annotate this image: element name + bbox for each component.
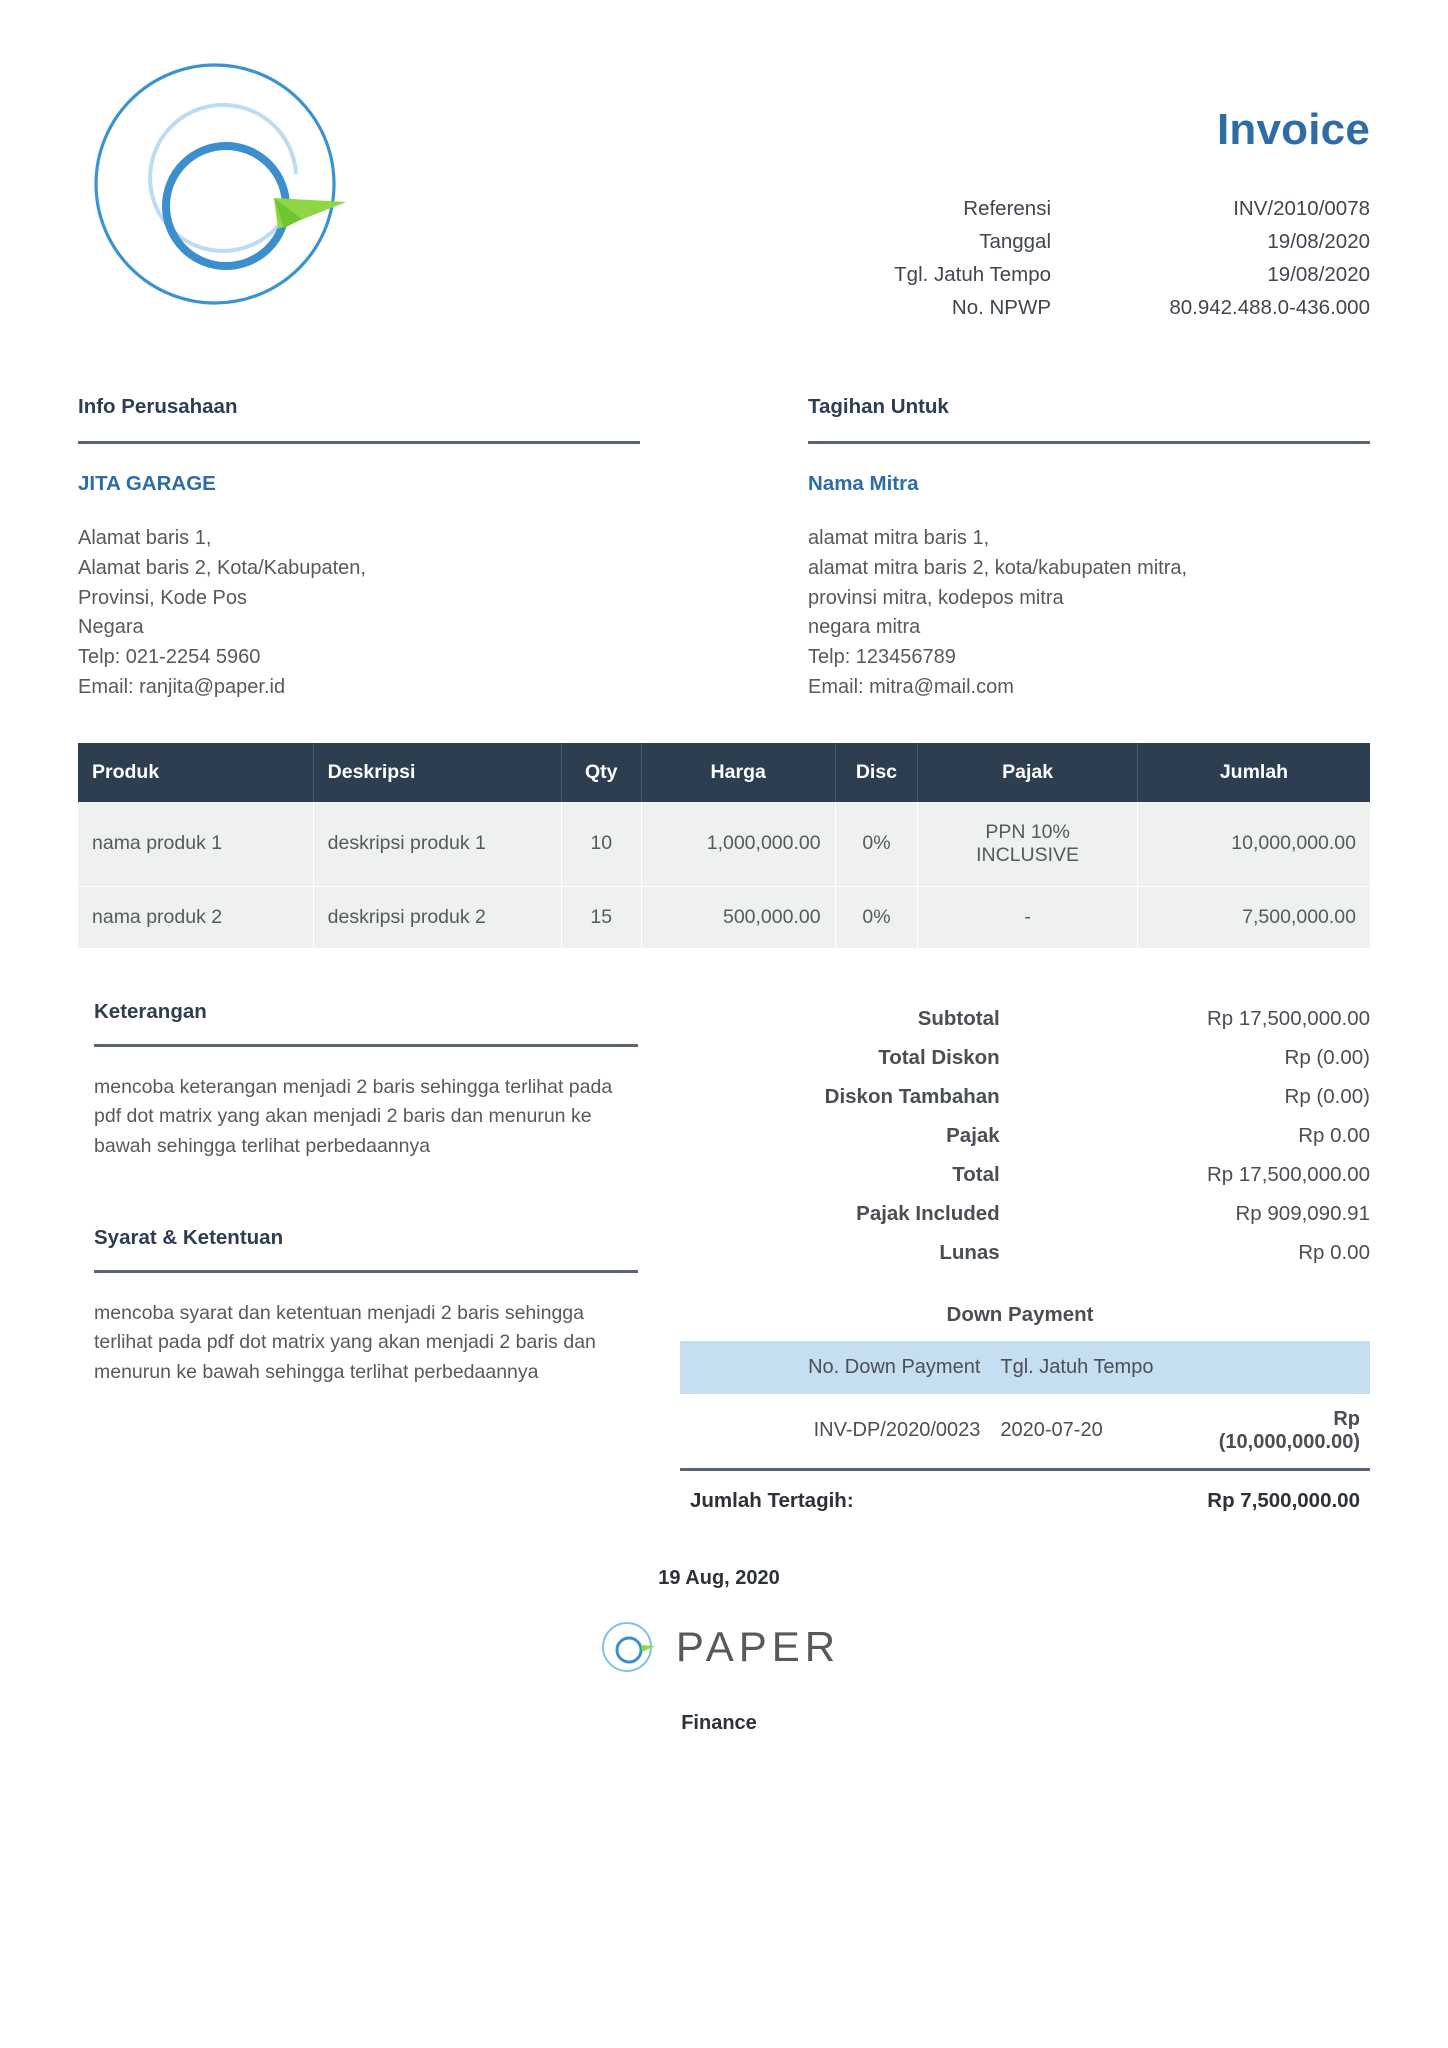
- down-payment-title: Down Payment: [946, 1302, 1094, 1326]
- meta-value: 80.942.488.0-436.000: [1169, 295, 1370, 319]
- totals-table: [680, 1000, 1370, 1273]
- table-header-row: [78, 743, 1370, 802]
- partner-address: [808, 524, 1370, 703]
- table-row: [78, 802, 1370, 887]
- table-row: [680, 1394, 1370, 1470]
- table-row: [78, 886, 1370, 948]
- cell-pajak: -: [918, 886, 1138, 948]
- meta-value: INV/2010/0078: [1233, 196, 1370, 220]
- address-line: alamat mitra baris 2, kota/kabupaten mitra,: [808, 556, 1188, 579]
- totals-row: [680, 1234, 1370, 1273]
- meta-row: [810, 291, 1370, 324]
- company-section-title: Info Perusahaan: [78, 395, 238, 418]
- partner-name: Nama Mitra: [808, 472, 919, 495]
- totals-row: [680, 1039, 1370, 1078]
- cell-produk: nama produk 1: [78, 802, 313, 887]
- cell-pajak: PPN 10% INCLUSIVE: [918, 802, 1138, 887]
- cell-jumlah: 10,000,000.00: [1137, 802, 1370, 887]
- line-items-body: [78, 802, 1370, 948]
- cell-deskripsi: deskripsi produk 1: [313, 802, 561, 887]
- line-items-header: [78, 743, 1370, 802]
- divider: [94, 1044, 638, 1047]
- totals-value: Rp 0.00: [1298, 1124, 1370, 1148]
- totals-value: Rp 17,500,000.00: [1207, 1163, 1370, 1187]
- totals-value: Rp (0.00): [1284, 1046, 1370, 1070]
- syarat-title: Syarat & Ketentuan: [94, 1225, 284, 1249]
- page-title: Invoice: [1216, 105, 1370, 154]
- company-logo: [78, 56, 388, 331]
- cell-produk: nama produk 2: [78, 886, 313, 948]
- totals-label: Pajak: [946, 1124, 1000, 1148]
- cell-disc: 0%: [835, 886, 918, 948]
- totals-value: Rp 909,090.91: [1235, 1202, 1370, 1226]
- cell-harga: 1,000,000.00: [641, 802, 835, 887]
- line-items-table: [78, 743, 1370, 948]
- divider: [94, 1270, 638, 1273]
- column-header-harga: Harga: [641, 743, 835, 802]
- column-header-dp-number: No. Down Payment: [680, 1341, 990, 1394]
- footer-date: 19 Aug, 2020: [658, 1566, 780, 1589]
- syarat-block: [94, 1226, 638, 1388]
- syarat-body: mencoba syarat dan ketentuan menjadi 2 baris sehingga terlihat pada pdf dot matrix yang akan menjadi 2 baris dan menurun ke bawah sehingga terlihat perbedaannya: [94, 1301, 596, 1383]
- cell-dp-due-date: 2020-07-20: [990, 1394, 1180, 1470]
- totals-label: Pajak Included: [856, 1202, 1000, 1226]
- paper-logo-icon: [78, 56, 388, 331]
- meta-label: Tgl. Jatuh Tempo: [894, 262, 1052, 286]
- column-header-qty: Qty: [561, 743, 641, 802]
- cell-disc: 0%: [835, 802, 918, 887]
- partner-phone: Telp: 123456789: [808, 646, 956, 669]
- keterangan-body: mencoba keterangan menjadi 2 baris sehingga terlihat pada pdf dot matrix yang akan menjadi 2 baris dan menurun ke bawah sehingga terlihat perbedaannya: [94, 1075, 613, 1158]
- address-line: alamat mitra baris 1,: [808, 527, 990, 549]
- address-line: Alamat baris 1,: [78, 527, 212, 549]
- company-info-block: [78, 395, 640, 703]
- down-payment-table: [680, 1341, 1370, 1471]
- totals-label: Total Diskon: [878, 1046, 1000, 1070]
- address-line: Alamat baris 2, Kota/Kabupaten,: [78, 556, 366, 579]
- column-header-deskripsi: Deskripsi: [313, 743, 561, 802]
- totals-rows: [680, 1000, 1370, 1273]
- paper-brand-icon: [598, 1616, 660, 1678]
- address-line: provinsi mitra, kodepos mitra: [808, 586, 1064, 609]
- footer-role: Finance: [681, 1711, 757, 1734]
- totals-label: Lunas: [939, 1241, 1000, 1265]
- footer-brand: [78, 1616, 1360, 1678]
- address-line: Provinsi, Kode Pos: [78, 586, 247, 609]
- brand-name: PAPER: [675, 1622, 841, 1670]
- totals-value: Rp 17,500,000.00: [1207, 1007, 1370, 1031]
- totals-row: [680, 1156, 1370, 1195]
- meta-row: [810, 258, 1370, 291]
- notes-column: [78, 1000, 638, 1513]
- meta-label: No. NPWP: [951, 295, 1052, 319]
- invoice-meta-block: [810, 56, 1370, 324]
- meta-row: [810, 225, 1370, 258]
- keterangan-title: Keterangan: [94, 999, 207, 1023]
- grand-total-label: Jumlah Tertagih:: [690, 1488, 854, 1512]
- cell-dp-number: INV-DP/2020/0023: [680, 1394, 990, 1470]
- company-name: JITA GARAGE: [78, 472, 216, 495]
- totals-row: [680, 1195, 1370, 1234]
- partner-email: Email: mitra@mail.com: [808, 675, 1014, 698]
- column-header-jumlah: Jumlah: [1137, 743, 1370, 802]
- document-footer: [78, 1567, 1370, 1735]
- column-header-dp-amount: [1180, 1341, 1370, 1394]
- table-header-row: [680, 1341, 1370, 1394]
- meta-value: 19/08/2020: [1267, 262, 1370, 286]
- company-address: [78, 524, 640, 703]
- parties-section: [78, 395, 1370, 703]
- totals-label: Total: [952, 1163, 1000, 1187]
- totals-row: [680, 1000, 1370, 1039]
- cell-jumlah: 7,500,000.00: [1137, 886, 1370, 948]
- totals-column: [680, 1000, 1370, 1513]
- totals-row: [680, 1117, 1370, 1156]
- meta-label: Referensi: [963, 196, 1052, 220]
- cell-deskripsi: deskripsi produk 2: [313, 886, 561, 948]
- address-line: Negara: [78, 616, 144, 639]
- column-header-disc: Disc: [835, 743, 918, 802]
- column-header-produk: Produk: [78, 743, 313, 802]
- company-email: Email: ranjita@paper.id: [78, 675, 286, 698]
- divider: [808, 441, 1370, 444]
- invoice-meta-rows: [810, 192, 1370, 324]
- cell-qty: 15: [561, 886, 641, 948]
- divider: [78, 441, 640, 444]
- cell-harga: 500,000.00: [641, 886, 835, 948]
- grand-total-row: [680, 1471, 1370, 1513]
- column-header-dp-due-date: Tgl. Jatuh Tempo: [990, 1341, 1180, 1394]
- down-payment-body: [680, 1394, 1370, 1470]
- company-phone: Telp: 021-2254 5960: [78, 646, 261, 669]
- grand-total-value: Rp 7,500,000.00: [1207, 1488, 1360, 1512]
- invoice-meta-table: [810, 192, 1370, 324]
- down-payment-header: [680, 1341, 1370, 1394]
- meta-label: Tanggal: [979, 229, 1052, 253]
- partner-section-title: Tagihan Untuk: [808, 395, 949, 418]
- cell-qty: 10: [561, 802, 641, 887]
- meta-row: [810, 192, 1370, 225]
- partner-info-block: [808, 395, 1370, 703]
- totals-row: [680, 1078, 1370, 1117]
- meta-value: 19/08/2020: [1267, 229, 1370, 253]
- lower-section: [78, 1000, 1370, 1513]
- address-line: negara mitra: [808, 616, 921, 639]
- totals-label: Diskon Tambahan: [824, 1085, 1000, 1109]
- totals-value: Rp 0.00: [1298, 1241, 1370, 1265]
- cell-dp-amount: Rp (10,000,000.00): [1180, 1394, 1370, 1470]
- totals-value: Rp (0.00): [1284, 1085, 1370, 1109]
- totals-label: Subtotal: [917, 1007, 1000, 1031]
- document-header: [78, 0, 1370, 331]
- column-header-pajak: Pajak: [918, 743, 1138, 802]
- keterangan-block: [94, 1000, 638, 1162]
